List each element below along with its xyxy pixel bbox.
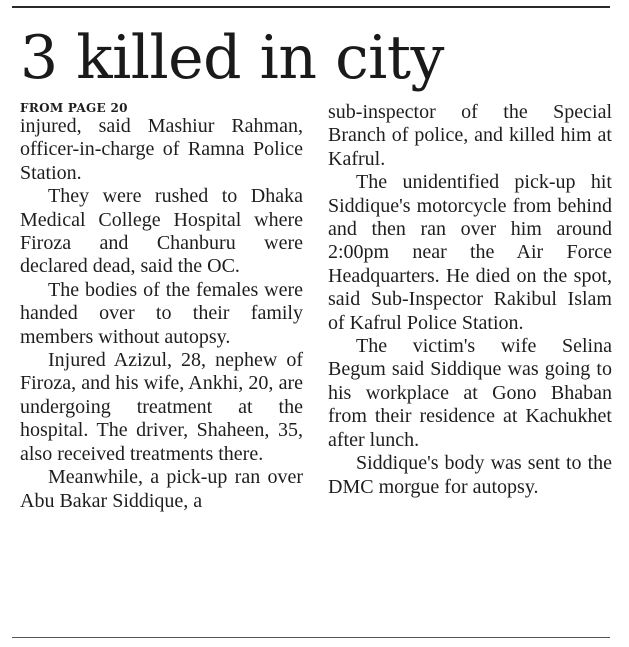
paragraph: Siddique's body was sent to the DMC morgue for autopsy. bbox=[328, 452, 612, 498]
paragraph: The unidentified pick-up hit Siddique's motorcycle from behind and then ran over him around 2:00pm near the Air Force Headquarters. He died on the spot, said Sub-Inspector Rakibul Islam of Kafrul Police Station. bbox=[328, 171, 612, 334]
article-column-left bbox=[20, 101, 303, 513]
paragraph: injured, said Mashiur Rahman, officer-in-charge of Ramna Police Station. bbox=[20, 115, 303, 184]
headline: 3 killed in city bbox=[20, 23, 444, 93]
jump-line: FROM PAGE 20 bbox=[20, 101, 128, 115]
paragraph: Injured Azizul, 28, nephew of Firoza, and his wife, Ankhi, 20, are undergoing treatment at the hospital. The driver, Shaheen, 35, also received treatments there. bbox=[20, 349, 303, 465]
paragraph: The bodies of the females were handed over to their family members without autopsy. bbox=[20, 278, 303, 348]
paragraph: They were rushed to Dhaka Medical College Hospital where Firoza and Chanburu were declared dead, said the OC. bbox=[20, 185, 303, 278]
paragraph: sub-inspector of the Special Branch of police, and killed him at Kafrul. bbox=[328, 101, 612, 170]
bottom-rule bbox=[12, 637, 610, 638]
paragraph: The victim's wife Selina Begum said Siddique was going to his workplace at Gono Bhaban from their residence at Kachukhet after lunch. bbox=[328, 335, 612, 451]
article-column-right bbox=[328, 101, 612, 499]
paragraph: Meanwhile, a pick-up ran over Abu Bakar Siddique, a bbox=[20, 466, 303, 512]
